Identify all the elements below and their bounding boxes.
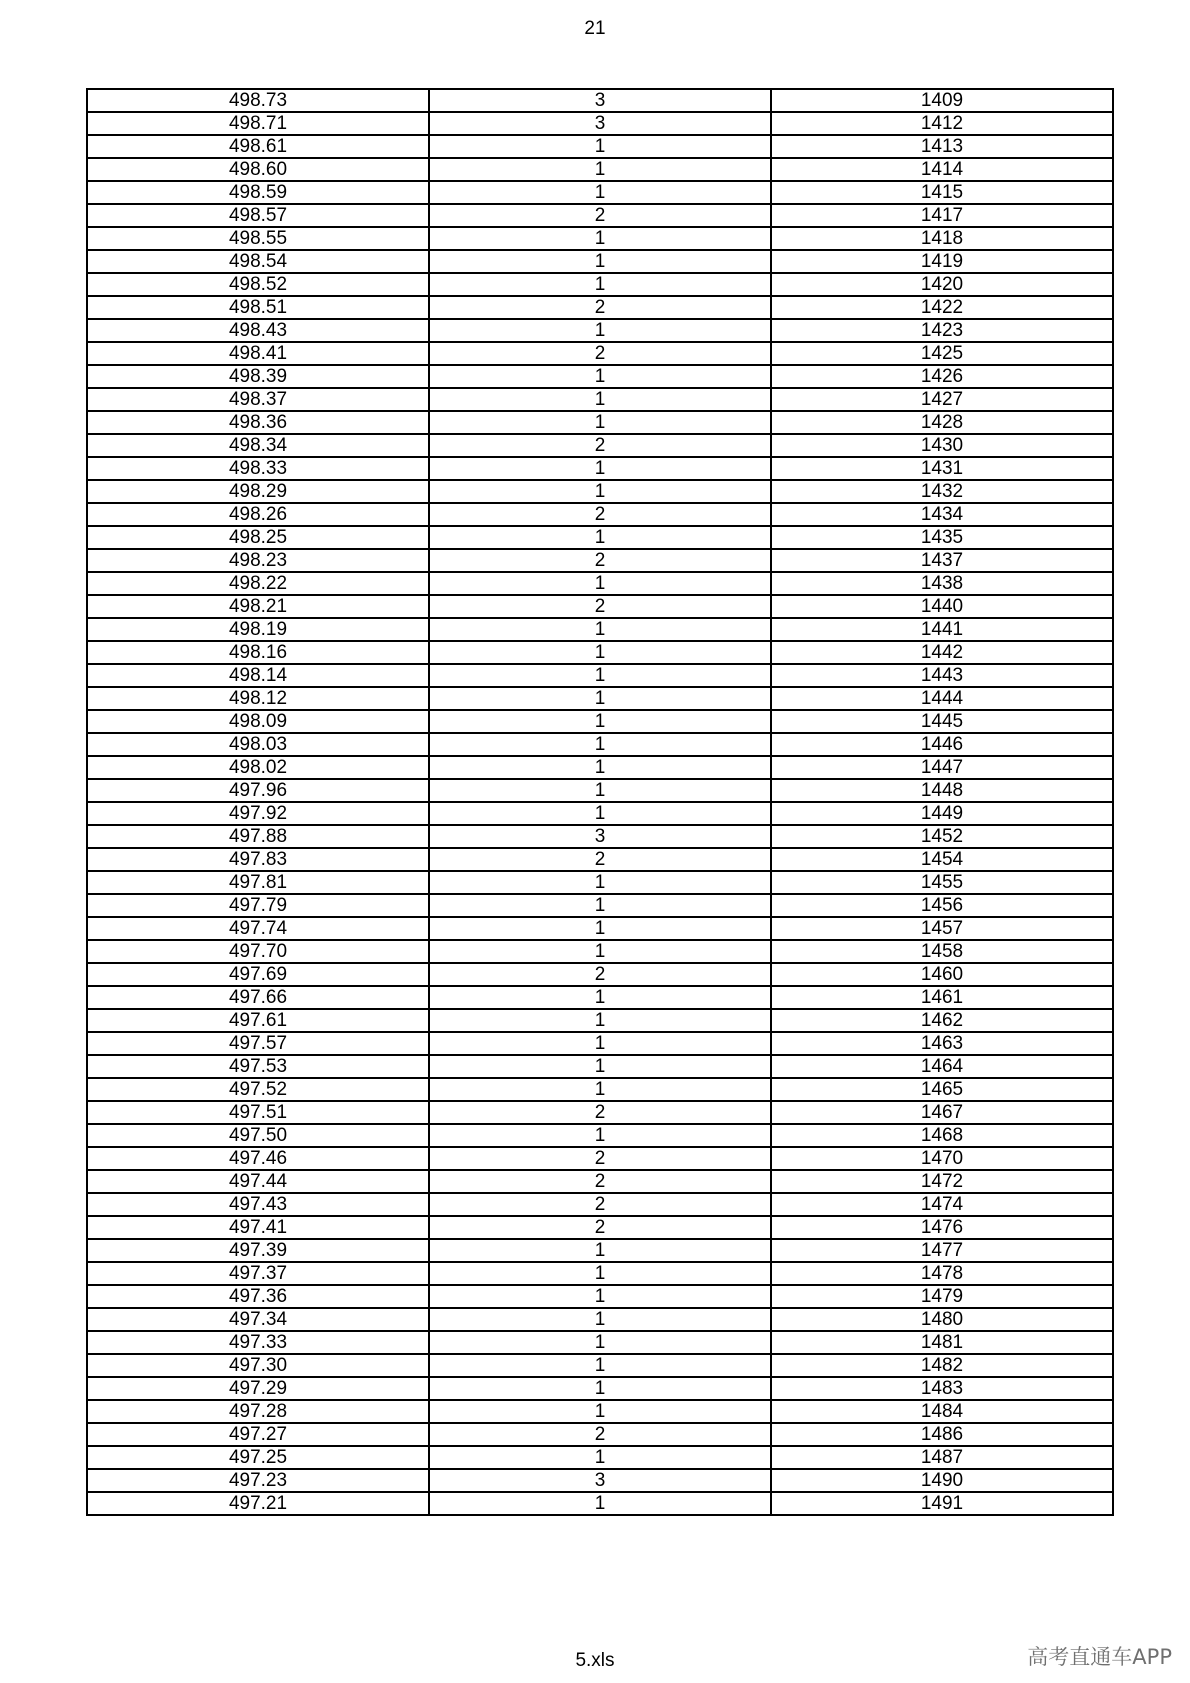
score-cell: 498.29 bbox=[87, 480, 429, 503]
count-cell: 1 bbox=[429, 526, 771, 549]
table-row bbox=[87, 319, 1113, 342]
score-cell: 497.70 bbox=[87, 940, 429, 963]
rank-cell: 1425 bbox=[771, 342, 1113, 365]
rank-cell: 1428 bbox=[771, 411, 1113, 434]
rank-cell: 1430 bbox=[771, 434, 1113, 457]
count-cell: 2 bbox=[429, 848, 771, 871]
rank-cell: 1414 bbox=[771, 158, 1113, 181]
score-cell: 497.36 bbox=[87, 1285, 429, 1308]
page-number: 21 bbox=[584, 18, 606, 39]
count-cell: 1 bbox=[429, 986, 771, 1009]
score-cell: 498.55 bbox=[87, 227, 429, 250]
score-cell: 497.57 bbox=[87, 1032, 429, 1055]
rank-cell: 1448 bbox=[771, 779, 1113, 802]
score-cell: 498.51 bbox=[87, 296, 429, 319]
score-cell: 497.41 bbox=[87, 1216, 429, 1239]
count-cell: 1 bbox=[429, 319, 771, 342]
table-row bbox=[87, 595, 1113, 618]
table-row bbox=[87, 457, 1113, 480]
score-cell: 497.96 bbox=[87, 779, 429, 802]
score-cell: 497.46 bbox=[87, 1147, 429, 1170]
table-row bbox=[87, 273, 1113, 296]
table-row bbox=[87, 641, 1113, 664]
count-cell: 1 bbox=[429, 733, 771, 756]
count-cell: 1 bbox=[429, 1331, 771, 1354]
table-row bbox=[87, 1262, 1113, 1285]
table-row bbox=[87, 687, 1113, 710]
rank-cell: 1472 bbox=[771, 1170, 1113, 1193]
count-cell: 3 bbox=[429, 89, 771, 112]
score-cell: 498.26 bbox=[87, 503, 429, 526]
table-row bbox=[87, 549, 1113, 572]
table-row bbox=[87, 1078, 1113, 1101]
rank-cell: 1442 bbox=[771, 641, 1113, 664]
table-row bbox=[87, 480, 1113, 503]
count-cell: 1 bbox=[429, 1308, 771, 1331]
score-cell: 497.34 bbox=[87, 1308, 429, 1331]
score-cell: 497.88 bbox=[87, 825, 429, 848]
score-cell: 498.21 bbox=[87, 595, 429, 618]
table-row bbox=[87, 526, 1113, 549]
score-cell: 498.43 bbox=[87, 319, 429, 342]
table-row bbox=[87, 871, 1113, 894]
score-cell: 498.19 bbox=[87, 618, 429, 641]
count-cell: 2 bbox=[429, 296, 771, 319]
count-cell: 1 bbox=[429, 273, 771, 296]
rank-cell: 1418 bbox=[771, 227, 1113, 250]
count-cell: 1 bbox=[429, 1354, 771, 1377]
rank-cell: 1484 bbox=[771, 1400, 1113, 1423]
table-row bbox=[87, 1239, 1113, 1262]
score-cell: 497.92 bbox=[87, 802, 429, 825]
score-cell: 498.57 bbox=[87, 204, 429, 227]
score-cell: 498.59 bbox=[87, 181, 429, 204]
rank-cell: 1478 bbox=[771, 1262, 1113, 1285]
count-cell: 1 bbox=[429, 641, 771, 664]
score-cell: 498.16 bbox=[87, 641, 429, 664]
score-cell: 498.14 bbox=[87, 664, 429, 687]
rank-cell: 1449 bbox=[771, 802, 1113, 825]
score-cell: 498.09 bbox=[87, 710, 429, 733]
table-row bbox=[87, 250, 1113, 273]
rank-cell: 1486 bbox=[771, 1423, 1113, 1446]
count-cell: 1 bbox=[429, 572, 771, 595]
table-row bbox=[87, 135, 1113, 158]
table-row bbox=[87, 1469, 1113, 1492]
rank-cell: 1468 bbox=[771, 1124, 1113, 1147]
count-cell: 1 bbox=[429, 1492, 771, 1515]
watermark: 高考直通车APP bbox=[1027, 1645, 1172, 1669]
count-cell: 1 bbox=[429, 779, 771, 802]
table-row bbox=[87, 963, 1113, 986]
table-row bbox=[87, 411, 1113, 434]
score-table-container bbox=[86, 88, 1112, 1516]
table-row bbox=[87, 89, 1113, 112]
table-row bbox=[87, 434, 1113, 457]
rank-cell: 1480 bbox=[771, 1308, 1113, 1331]
table-row bbox=[87, 158, 1113, 181]
rank-cell: 1491 bbox=[771, 1492, 1113, 1515]
score-table bbox=[86, 88, 1114, 1516]
score-cell: 498.54 bbox=[87, 250, 429, 273]
table-row bbox=[87, 1377, 1113, 1400]
rank-cell: 1435 bbox=[771, 526, 1113, 549]
table-row bbox=[87, 1285, 1113, 1308]
count-cell: 1 bbox=[429, 940, 771, 963]
score-cell: 498.37 bbox=[87, 388, 429, 411]
count-cell: 1 bbox=[429, 480, 771, 503]
rank-cell: 1481 bbox=[771, 1331, 1113, 1354]
rank-cell: 1464 bbox=[771, 1055, 1113, 1078]
table-row bbox=[87, 227, 1113, 250]
score-cell: 497.53 bbox=[87, 1055, 429, 1078]
rank-cell: 1457 bbox=[771, 917, 1113, 940]
rank-cell: 1419 bbox=[771, 250, 1113, 273]
table-row bbox=[87, 710, 1113, 733]
rank-cell: 1437 bbox=[771, 549, 1113, 572]
score-cell: 497.61 bbox=[87, 1009, 429, 1032]
table-row bbox=[87, 503, 1113, 526]
score-cell: 498.36 bbox=[87, 411, 429, 434]
table-row bbox=[87, 940, 1113, 963]
score-cell: 497.66 bbox=[87, 986, 429, 1009]
rank-cell: 1456 bbox=[771, 894, 1113, 917]
count-cell: 1 bbox=[429, 1055, 771, 1078]
score-cell: 498.22 bbox=[87, 572, 429, 595]
rank-cell: 1462 bbox=[771, 1009, 1113, 1032]
rank-cell: 1413 bbox=[771, 135, 1113, 158]
count-cell: 1 bbox=[429, 618, 771, 641]
table-row bbox=[87, 1308, 1113, 1331]
rank-cell: 1465 bbox=[771, 1078, 1113, 1101]
count-cell: 1 bbox=[429, 1285, 771, 1308]
table-row bbox=[87, 1101, 1113, 1124]
rank-cell: 1461 bbox=[771, 986, 1113, 1009]
score-cell: 498.25 bbox=[87, 526, 429, 549]
count-cell: 1 bbox=[429, 1239, 771, 1262]
rank-cell: 1487 bbox=[771, 1446, 1113, 1469]
score-cell: 497.25 bbox=[87, 1446, 429, 1469]
rank-cell: 1443 bbox=[771, 664, 1113, 687]
table-row bbox=[87, 572, 1113, 595]
rank-cell: 1454 bbox=[771, 848, 1113, 871]
score-cell: 498.71 bbox=[87, 112, 429, 135]
score-cell: 497.74 bbox=[87, 917, 429, 940]
score-cell: 498.61 bbox=[87, 135, 429, 158]
table-row bbox=[87, 388, 1113, 411]
table-row bbox=[87, 181, 1113, 204]
rank-cell: 1427 bbox=[771, 388, 1113, 411]
table-row bbox=[87, 756, 1113, 779]
count-cell: 1 bbox=[429, 1032, 771, 1055]
count-cell: 1 bbox=[429, 158, 771, 181]
score-cell: 497.52 bbox=[87, 1078, 429, 1101]
count-cell: 1 bbox=[429, 388, 771, 411]
score-cell: 498.34 bbox=[87, 434, 429, 457]
table-row bbox=[87, 1492, 1113, 1515]
rank-cell: 1422 bbox=[771, 296, 1113, 319]
rank-cell: 1440 bbox=[771, 595, 1113, 618]
rank-cell: 1420 bbox=[771, 273, 1113, 296]
table-row bbox=[87, 1216, 1113, 1239]
count-cell: 1 bbox=[429, 181, 771, 204]
count-cell: 1 bbox=[429, 250, 771, 273]
count-cell: 1 bbox=[429, 457, 771, 480]
score-cell: 497.28 bbox=[87, 1400, 429, 1423]
table-row bbox=[87, 296, 1113, 319]
count-cell: 2 bbox=[429, 204, 771, 227]
table-row bbox=[87, 1354, 1113, 1377]
table-row bbox=[87, 1009, 1113, 1032]
count-cell: 2 bbox=[429, 1101, 771, 1124]
table-row bbox=[87, 1446, 1113, 1469]
rank-cell: 1415 bbox=[771, 181, 1113, 204]
table-row bbox=[87, 1170, 1113, 1193]
rank-cell: 1438 bbox=[771, 572, 1113, 595]
table-row bbox=[87, 664, 1113, 687]
score-cell: 497.29 bbox=[87, 1377, 429, 1400]
rank-cell: 1432 bbox=[771, 480, 1113, 503]
count-cell: 2 bbox=[429, 595, 771, 618]
count-cell: 1 bbox=[429, 135, 771, 158]
count-cell: 1 bbox=[429, 894, 771, 917]
count-cell: 2 bbox=[429, 1193, 771, 1216]
rank-cell: 1482 bbox=[771, 1354, 1113, 1377]
score-cell: 498.02 bbox=[87, 756, 429, 779]
score-cell: 497.50 bbox=[87, 1124, 429, 1147]
score-cell: 498.39 bbox=[87, 365, 429, 388]
table-row bbox=[87, 733, 1113, 756]
count-cell: 3 bbox=[429, 825, 771, 848]
rank-cell: 1431 bbox=[771, 457, 1113, 480]
count-cell: 2 bbox=[429, 1216, 771, 1239]
rank-cell: 1467 bbox=[771, 1101, 1113, 1124]
count-cell: 1 bbox=[429, 710, 771, 733]
rank-cell: 1446 bbox=[771, 733, 1113, 756]
count-cell: 1 bbox=[429, 1262, 771, 1285]
table-row bbox=[87, 1423, 1113, 1446]
score-cell: 497.37 bbox=[87, 1262, 429, 1285]
rank-cell: 1447 bbox=[771, 756, 1113, 779]
count-cell: 1 bbox=[429, 227, 771, 250]
score-cell: 497.43 bbox=[87, 1193, 429, 1216]
count-cell: 1 bbox=[429, 871, 771, 894]
score-cell: 497.21 bbox=[87, 1492, 429, 1515]
score-cell: 498.73 bbox=[87, 89, 429, 112]
table-row bbox=[87, 848, 1113, 871]
score-cell: 497.33 bbox=[87, 1331, 429, 1354]
table-row bbox=[87, 1055, 1113, 1078]
score-cell: 498.03 bbox=[87, 733, 429, 756]
score-cell: 497.83 bbox=[87, 848, 429, 871]
score-cell: 497.30 bbox=[87, 1354, 429, 1377]
rank-cell: 1460 bbox=[771, 963, 1113, 986]
score-cell: 498.23 bbox=[87, 549, 429, 572]
rank-cell: 1441 bbox=[771, 618, 1113, 641]
score-cell: 497.44 bbox=[87, 1170, 429, 1193]
table-row bbox=[87, 1147, 1113, 1170]
count-cell: 1 bbox=[429, 664, 771, 687]
table-body bbox=[87, 89, 1113, 1515]
rank-cell: 1490 bbox=[771, 1469, 1113, 1492]
rank-cell: 1445 bbox=[771, 710, 1113, 733]
count-cell: 2 bbox=[429, 1423, 771, 1446]
footer-filename: 5.xls bbox=[575, 1650, 615, 1671]
table-row bbox=[87, 618, 1113, 641]
count-cell: 2 bbox=[429, 342, 771, 365]
score-cell: 497.51 bbox=[87, 1101, 429, 1124]
table-row bbox=[87, 342, 1113, 365]
count-cell: 1 bbox=[429, 1009, 771, 1032]
score-cell: 497.81 bbox=[87, 871, 429, 894]
table-row bbox=[87, 1331, 1113, 1354]
rank-cell: 1474 bbox=[771, 1193, 1113, 1216]
rank-cell: 1444 bbox=[771, 687, 1113, 710]
rank-cell: 1476 bbox=[771, 1216, 1113, 1239]
rank-cell: 1479 bbox=[771, 1285, 1113, 1308]
table-row bbox=[87, 1032, 1113, 1055]
count-cell: 1 bbox=[429, 365, 771, 388]
score-cell: 498.60 bbox=[87, 158, 429, 181]
table-row bbox=[87, 825, 1113, 848]
count-cell: 1 bbox=[429, 1124, 771, 1147]
count-cell: 1 bbox=[429, 917, 771, 940]
rank-cell: 1452 bbox=[771, 825, 1113, 848]
table-row bbox=[87, 112, 1113, 135]
table-row bbox=[87, 986, 1113, 1009]
score-cell: 498.33 bbox=[87, 457, 429, 480]
rank-cell: 1426 bbox=[771, 365, 1113, 388]
score-cell: 498.52 bbox=[87, 273, 429, 296]
rank-cell: 1455 bbox=[771, 871, 1113, 894]
rank-cell: 1477 bbox=[771, 1239, 1113, 1262]
count-cell: 2 bbox=[429, 1147, 771, 1170]
table-row bbox=[87, 204, 1113, 227]
count-cell: 1 bbox=[429, 756, 771, 779]
score-cell: 498.12 bbox=[87, 687, 429, 710]
table-row bbox=[87, 802, 1113, 825]
score-cell: 497.23 bbox=[87, 1469, 429, 1492]
count-cell: 1 bbox=[429, 687, 771, 710]
rank-cell: 1417 bbox=[771, 204, 1113, 227]
count-cell: 3 bbox=[429, 1469, 771, 1492]
table-row bbox=[87, 779, 1113, 802]
rank-cell: 1463 bbox=[771, 1032, 1113, 1055]
count-cell: 2 bbox=[429, 549, 771, 572]
count-cell: 1 bbox=[429, 802, 771, 825]
rank-cell: 1412 bbox=[771, 112, 1113, 135]
count-cell: 2 bbox=[429, 434, 771, 457]
count-cell: 1 bbox=[429, 1446, 771, 1469]
score-cell: 497.39 bbox=[87, 1239, 429, 1262]
table-row bbox=[87, 1400, 1113, 1423]
count-cell: 2 bbox=[429, 963, 771, 986]
score-cell: 497.69 bbox=[87, 963, 429, 986]
table-row bbox=[87, 894, 1113, 917]
table-row bbox=[87, 365, 1113, 388]
rank-cell: 1409 bbox=[771, 89, 1113, 112]
table-row bbox=[87, 1124, 1113, 1147]
count-cell: 3 bbox=[429, 112, 771, 135]
score-cell: 498.41 bbox=[87, 342, 429, 365]
table-row bbox=[87, 917, 1113, 940]
score-cell: 497.27 bbox=[87, 1423, 429, 1446]
rank-cell: 1470 bbox=[771, 1147, 1113, 1170]
rank-cell: 1434 bbox=[771, 503, 1113, 526]
count-cell: 1 bbox=[429, 411, 771, 434]
count-cell: 2 bbox=[429, 1170, 771, 1193]
rank-cell: 1458 bbox=[771, 940, 1113, 963]
count-cell: 2 bbox=[429, 503, 771, 526]
rank-cell: 1483 bbox=[771, 1377, 1113, 1400]
count-cell: 1 bbox=[429, 1078, 771, 1101]
rank-cell: 1423 bbox=[771, 319, 1113, 342]
score-cell: 497.79 bbox=[87, 894, 429, 917]
count-cell: 1 bbox=[429, 1400, 771, 1423]
table-row bbox=[87, 1193, 1113, 1216]
count-cell: 1 bbox=[429, 1377, 771, 1400]
